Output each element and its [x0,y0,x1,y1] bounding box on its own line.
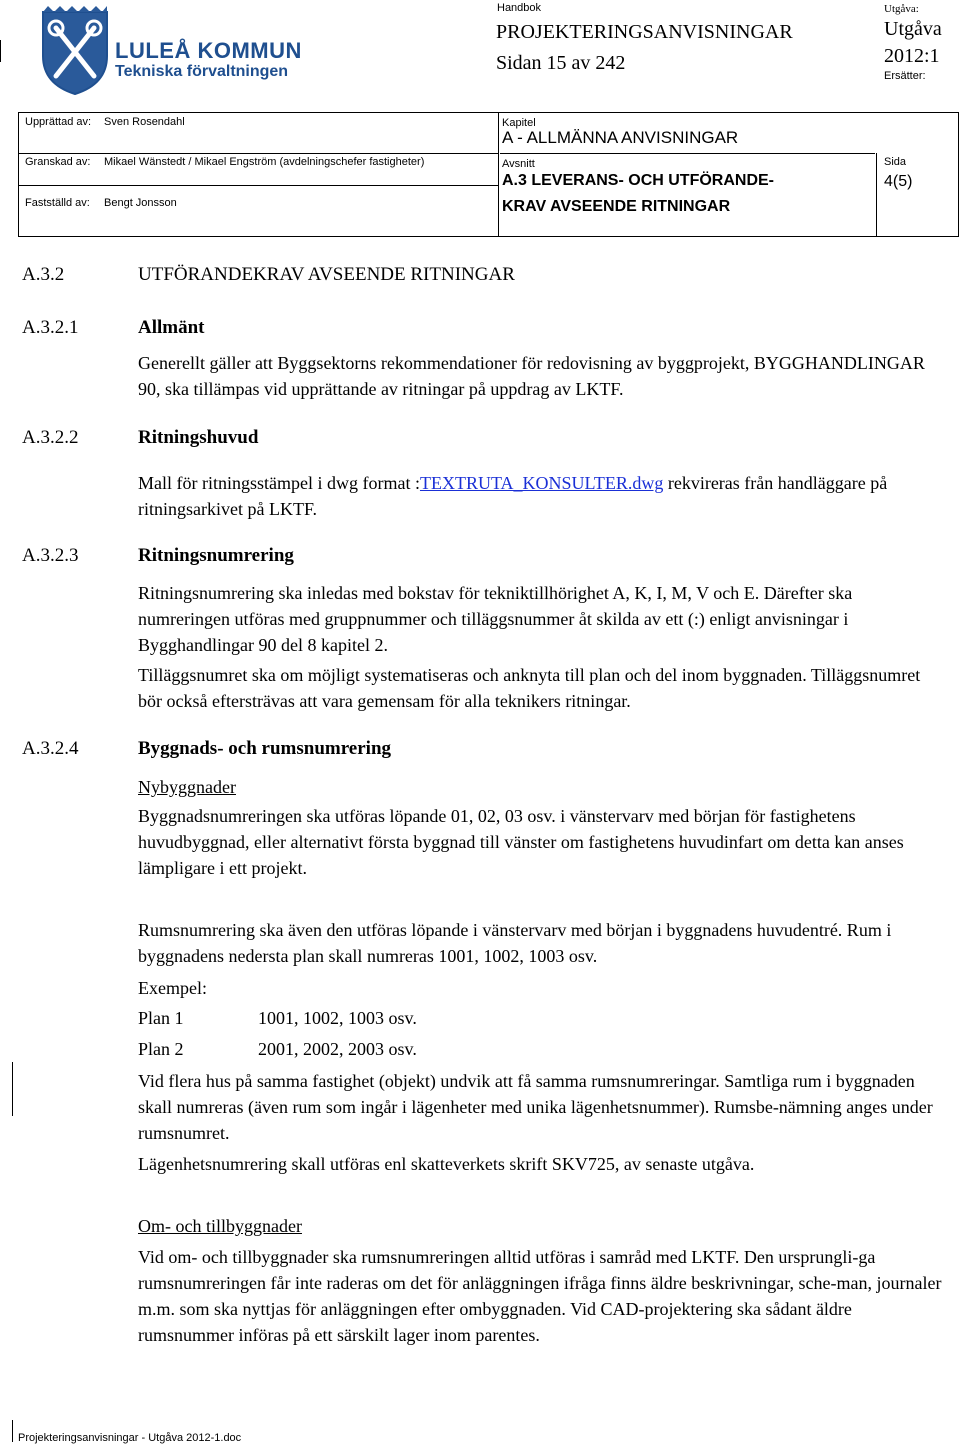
faststalld-label: Fastställd av: [25,197,90,209]
paragraph: Byggnadsnumreringen ska utföras löpande 01, 02, 03 osv. i vänstervarv med början för fastighetens huvudbyggnad, eller alternativt första byggnad till vänster om fastighetens huvudinfart om detta kan anses lämpligare i ett projekt. [138,806,904,878]
subsection-title: Ritningshuvud [138,427,259,448]
logo-text-department: Tekniska förvaltningen [115,63,289,80]
page-info: Sidan 15 av 242 [496,52,626,74]
kapitel-value: A - ALLMÄNNA ANVISNINGAR [502,128,739,147]
granskad-label: Granskad av: [25,156,91,168]
sida-label: Sida [884,156,907,168]
table-border [500,153,875,154]
avsnitt-value-line2: KRAV AVSEENDE RITNINGAR [502,198,731,215]
paragraph-text: rekvireras från handläggare på ritningsarkivet på LKTF. [138,473,888,519]
table-border [18,153,498,154]
granskad-value: Mikael Wänstedt / Mikael Engström (avdelningschefer fastigheter) [104,156,425,168]
paragraph: Rumsnumrering ska även den utföras löpande i vänstervarv med början i byggnadens huvudentré. Rum i byggnadens nedersta plan skall numreras 1001, 1002, 1003 osv. [138,920,892,966]
subsection-title: Allmänt [138,317,205,338]
upprattad-label: Upprättad av: [25,116,92,128]
subheading-nybyggnader: Nybyggnader [138,777,236,797]
avsnitt-label: Avsnitt [502,158,535,170]
plan-label: Plan 1 [138,1008,184,1028]
subsection-title: Ritningsnumrering [138,545,294,566]
utgava-value: Utgåva [884,18,942,40]
subsection-number: A.3.2.2 [22,427,79,448]
table-border [18,185,498,186]
section-title: UTFÖRANDEKRAV AVSEENDE RITNINGAR [138,264,515,285]
paragraph: Generellt gäller att Byggsektorns rekommendationer för redovisning av byggprojekt, BYGGHANDLINGAR 90, ska tillämpas vid upprättande av ritningar på uppdrag av LKTF. [138,353,925,399]
subsection-title: Byggnads- och rumsnumrering [138,738,392,759]
example-label: Exempel: [138,978,207,998]
ersatter-label: Ersätter: [884,70,926,82]
logo-text-municipality: LULEÅ KOMMUN [115,38,302,63]
version-value: 2012:1 [884,45,940,67]
change-bar [0,40,1,62]
plan-value: 1001, 1002, 1003 osv. [258,1008,417,1028]
subsection-number: A.3.2.1 [22,317,79,338]
change-bar [12,1062,13,1116]
avsnitt-value-line1: A.3 LEVERANS- OCH UTFÖRANDE- [502,172,775,189]
paragraph: Tilläggsnumret ska om möjligt systematiseras och anknyta till plan och del inom byggnaden. Tilläggsnumret bör också eftersträvas att vara gemensam för alla teknikers ritningar. [138,665,921,711]
paragraph [138,470,938,522]
paragraph: Ritningsnumrering ska inledas med bokstav för tekniktillhörighet A, K, I, M, V och E. Därefter ska numreringen utföras med gruppnummer och tilläggsnummer åt skilda av ett (:) enligt anvisningar i Bygghandlingar 90 del 8 kapitel 2. [138,583,853,655]
table-border-left [18,112,19,236]
subsection-number: A.3.2.4 [22,738,79,759]
paragraph: Vid flera hus på samma fastighet (objekt) undvik att få samma rumsnumreringar. Samtliga rum i byggnaden skall numreras (även rum som ingår i lägenheter med unika lägenhetsnummer). Rumsbe-nämning anges under rumsnumret. [138,1071,933,1143]
plan-value: 2001, 2002, 2003 osv. [258,1039,417,1059]
upprattad-value: Sven Rosendahl [104,116,185,128]
paragraph-text: Mall för ritningsstämpel i dwg format : [138,473,420,493]
table-border-top [18,112,959,113]
section-number: A.3.2 [22,264,65,285]
handbook-label: Handbok [497,2,542,14]
paragraph: Vid om- och tillbyggnader ska rumsnumreringen alltid utföras i samråd med LKTF. Den ursprungli-ga rumsnumreringen får inte raderas om det för anläggningen ifråga finns äldre beskrivningar, sche-man, journaler m.m. som ska nyttjas för anläggningen efter ombyggnaden. Vid CAD-projektering ska sådant äldre rumsnummer införas på ett särskilt lager inom parentes. [138,1247,942,1345]
table-border-right [958,112,959,236]
subheading-om-och-tillbyggnader: Om- och tillbyggnader [138,1216,302,1236]
utgava-label: Utgåva: [884,3,919,15]
handbook-title: PROJEKTERINGSANVISNINGAR [496,21,793,43]
paragraph: Lägenhetsnumrering skall utföras enl skatteverkets skrift SKV725, av senaste utgåva. [138,1154,755,1174]
sida-value: 4(5) [884,173,913,190]
plan-label: Plan 2 [138,1039,184,1059]
subsection-number: A.3.2.3 [22,545,79,566]
table-border [498,112,499,236]
table-border [876,153,877,236]
change-bar [12,1420,13,1442]
kapitel-label: Kapitel [502,117,536,129]
footer-filename: Projekteringsanvisningar - Utgåva 2012-1.doc [18,1432,242,1444]
table-border-bottom [18,236,959,237]
faststalld-value: Bengt Jonsson [104,197,177,209]
coat-of-arms-icon [40,6,110,96]
template-file-link[interactable]: TEXTRUTA_KONSULTER.dwg [419,473,664,493]
